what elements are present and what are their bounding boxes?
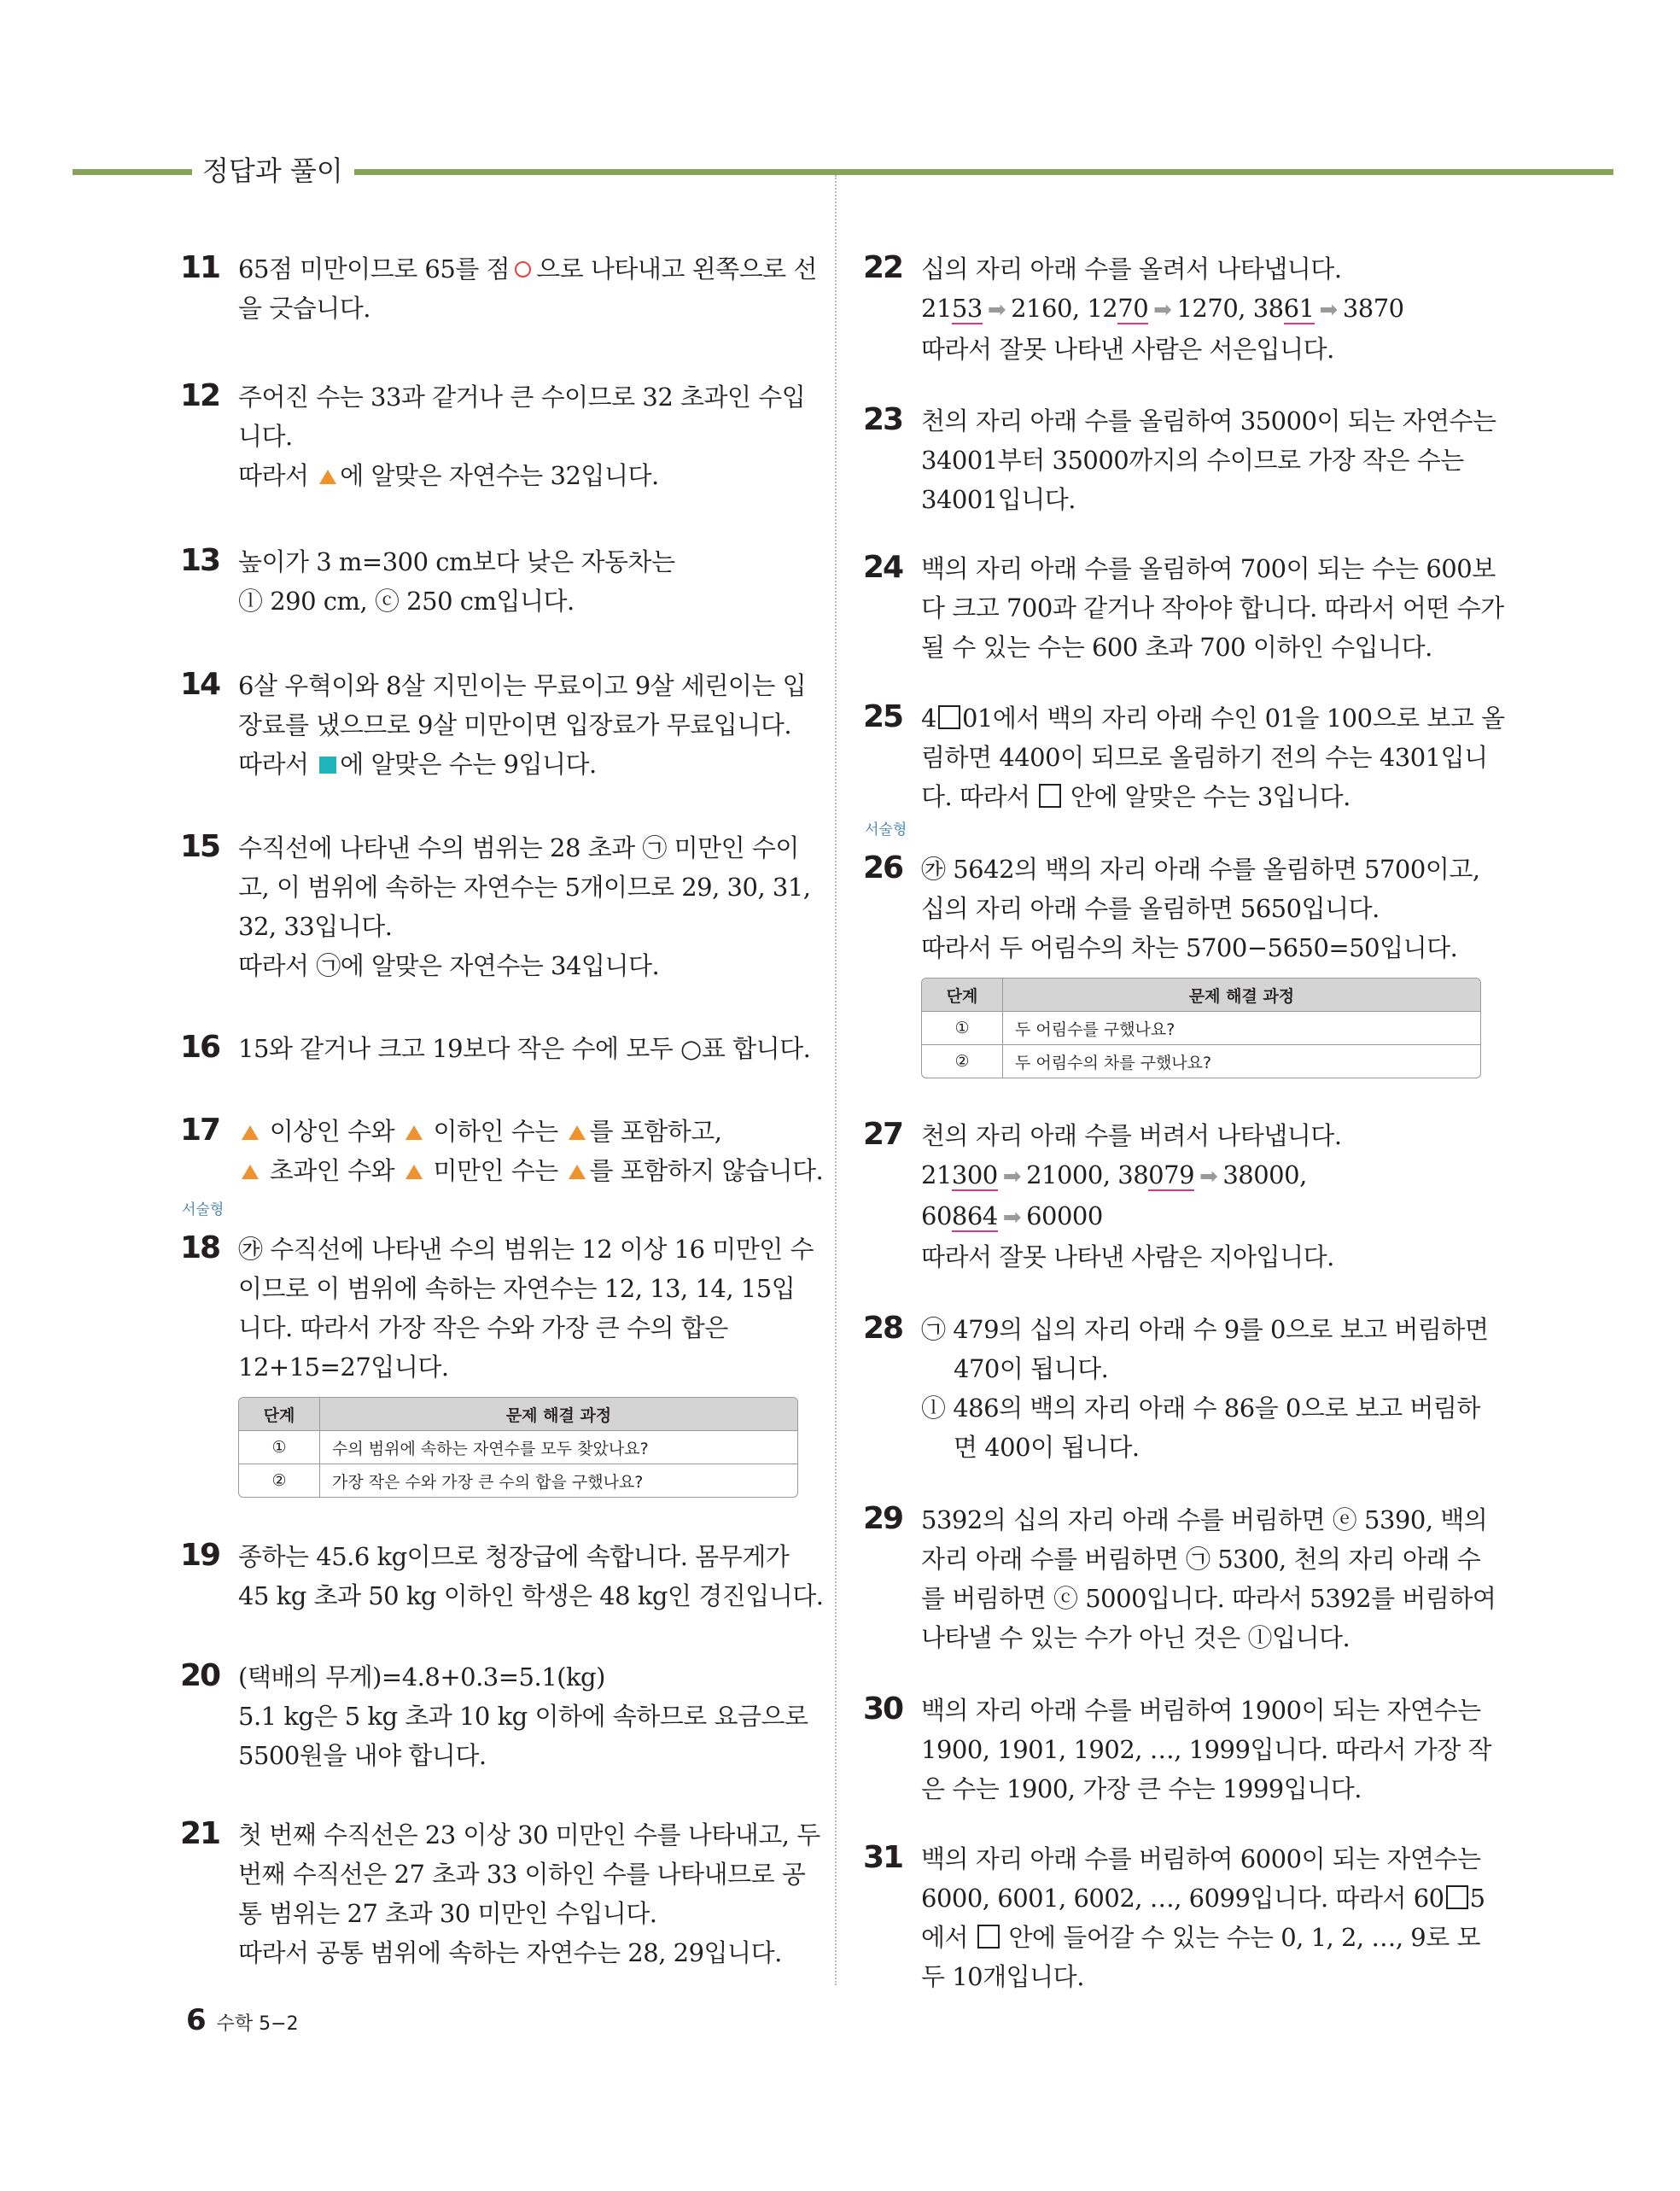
text: 종하는 45.6 kg이므로 청장급에 속합니다. 몸무게가 [238,1542,790,1571]
problem-number: 25 [863,699,903,734]
text: 백의 자리 아래 수를 올림하여 700이 되는 수는 600보 [921,554,1496,583]
problem-text [921,1839,1485,1996]
problem-text [238,666,807,784]
blank-box-icon [1446,1885,1468,1909]
table-header-step: 단계 [922,979,1003,1011]
text: 이상인 수와 [269,1117,395,1146]
triangle-icon [242,1125,259,1140]
text-cell: 두 어림수를 구했나요? [1003,1011,1480,1044]
problem-text [238,542,798,621]
text: 38079 [1117,1160,1195,1189]
text: 첫 번째 수직선은 23 이상 30 미만인 수를 나타내고, 두 [238,1820,820,1849]
problem-text [921,698,1505,816]
text: ㉮ 5642의 백의 자리 아래 수를 올림하면 5700이고, [921,855,1480,884]
header-rule-left [73,169,192,175]
problem-text [921,1500,1496,1657]
problem-number: 31 [863,1840,903,1875]
problem-text [238,1230,814,1387]
text: 15와 같거나 크고 19보다 작은 수에 모두 ○표 합니다. [238,1034,811,1063]
text: ㉠ 479의 십의 자리 아래 수 9를 0으로 보고 버림하면 [921,1315,1489,1344]
text: 470이 됩니다. [954,1354,1109,1383]
text: 높이가 3 m=300 cm보다 낮은 자동차는 [238,547,675,576]
text: 5500원을 내야 합니다. [238,1741,487,1770]
problem-number: 19 [180,1538,220,1573]
text: 5.1 kg은 5 kg 초과 10 kg 이하에 속하므로 요금으로 [238,1702,808,1731]
step-cell: ② [239,1464,320,1497]
text: 에 알맞은 수는 9입니다. [340,750,597,779]
problem-number: 17 [180,1113,220,1148]
text: 2153 [921,294,983,323]
problem-text [238,1112,824,1190]
text: 십의 자리 아래 수를 올림하면 5650입니다. [921,894,1380,923]
text: 에 알맞은 자연수는 32입니다. [340,461,659,490]
problem-number: 24 [863,550,903,585]
text: 안에 알맞은 수는 3입니다. [1070,782,1350,811]
problem-text [921,249,1481,369]
step-cell: ② [922,1044,1003,1078]
text: 5 [1469,1884,1485,1913]
book-title: 수학 5−2 [216,2013,299,2035]
grading-table [921,978,1481,1078]
text: 십의 자리 아래 수를 올려서 나타냅니다. [921,254,1342,283]
text: 38000, [1222,1160,1307,1189]
problem-text [238,1815,820,1972]
problem-number: 27 [863,1117,903,1152]
text: 될 수 있는 수는 600 초과 700 이하인 수입니다. [921,633,1432,662]
text: 따라서 공통 범위에 속하는 자연수는 28, 29입니다. [238,1938,782,1967]
table-header-process: 문제 해결 과정 [320,1398,797,1430]
text: 6살 우혁이와 8살 지민이는 무료이고 9살 세린이는 입 [238,671,807,700]
table-row [239,1464,797,1497]
problem-number: 15 [180,829,220,864]
text: 6000, 6001, 6002, …, 6099입니다. 따라서 60 [921,1884,1444,1913]
arrow-right-icon: ➡ [1002,1205,1022,1230]
problem-number: 18 [180,1230,220,1265]
text: 21000, [1026,1160,1118,1189]
text: 수직선에 나타낸 수의 범위는 28 초과 ㉠ 미만인 수이 [238,833,799,862]
text: 를 포함하지 않습니다. [589,1156,824,1185]
blank-box-icon [1039,784,1061,808]
text: 안에 들어갈 수 있는 수는 0, 1, 2, …, 9로 모 [1008,1923,1480,1952]
arrow-right-icon: ➡ [987,297,1006,323]
text: 에서 [921,1923,969,1952]
text: 은 수는 1900, 가장 큰 수는 1999입니다. [921,1774,1362,1803]
text: 고, 이 범위에 속하는 자연수는 5개이므로 29, 30, 31, [238,873,811,902]
text: 나타낼 수 있는 수가 아닌 것은 ⓛ입니다. [921,1623,1350,1652]
problem-text [921,549,1504,667]
triangle-icon [569,1165,586,1179]
problem-text [238,249,817,328]
text: 4 [921,704,936,733]
open-circle-icon [515,261,531,278]
problem-number: 22 [863,250,903,285]
text: 주어진 수는 33과 같거나 큰 수이므로 32 초과인 수입 [238,383,806,412]
problem-text [921,401,1496,519]
triangle-icon [319,470,336,484]
problem-text [238,1657,808,1775]
text: (택배의 무게)=4.8+0.3=5.1(kg) [238,1662,605,1691]
text: 2160, [1011,294,1088,323]
text: ⓛ 290 cm, ⓒ 250 cm입니다. [238,587,575,616]
problem-text [921,850,1481,967]
problem-text [921,1691,1491,1808]
blank-box-icon [938,705,960,729]
problem-number: 13 [180,543,220,578]
arrow-right-icon: ➡ [1199,1164,1218,1189]
table-row [239,1430,797,1464]
problem-text [238,828,811,985]
problem-text [238,1537,824,1615]
step-cell: ① [922,1011,1003,1044]
text: 장료를 냈으므로 9살 미만이면 입장료가 무료입니다. [238,710,792,739]
square-icon [319,757,336,774]
table-header-step: 단계 [239,1398,320,1430]
text: 니다. [238,422,293,451]
text: 45 kg 초과 50 kg 이하인 학생은 48 kg인 경진입니다. [238,1581,824,1610]
text: 백의 자리 아래 수를 버림하여 6000이 되는 자연수는 [921,1844,1481,1873]
text: 34001부터 35000까지의 수이므로 가장 작은 수는 [921,446,1464,475]
text: 이므로 이 범위에 속하는 자연수는 12, 13, 14, 15입 [238,1274,796,1303]
text: 3870 [1342,294,1404,323]
text: 1900, 1901, 1902, …, 1999입니다. 따라서 가장 작 [921,1735,1491,1764]
text: 으로 나타내고 왼쪽으로 선 [536,254,817,283]
text: 따라서 [238,750,309,779]
triangle-icon [405,1125,423,1140]
step-cell: ① [239,1430,320,1464]
header-rule-right [354,169,1613,175]
page-number: 6 [186,2003,207,2037]
text: 3861 [1252,294,1315,323]
table-row [922,1044,1480,1078]
text: 21300 [921,1160,998,1189]
blank-box-icon [977,1925,1000,1949]
text: 34001입니다. [921,485,1076,514]
text: ㉮ 수직선에 나타낸 수의 범위는 12 이상 16 미만인 수 [238,1235,814,1264]
text: 따라서 ㉠에 알맞은 자연수는 34입니다. [238,951,660,980]
problem-text [238,377,806,495]
table-row [922,1011,1480,1044]
problem-number: 26 [863,850,903,885]
problem-number: 21 [180,1816,220,1851]
text: 5392의 십의 자리 아래 수를 버림하면 ⓔ 5390, 백의 [921,1505,1488,1534]
essay-tag: 서술형 [182,1201,225,1218]
triangle-icon [569,1125,586,1140]
text: 다 크고 700과 같거나 작아야 합니다. 따라서 어떤 수가 [921,593,1504,622]
text: 두 10개입니다. [921,1962,1084,1991]
column-divider [835,175,837,1985]
problem-text [921,1116,1481,1277]
text: 따라서 잘못 나타낸 사람은 지아입니다. [921,1242,1334,1271]
text: 01에서 백의 자리 아래 수인 01을 100으로 보고 올 [961,704,1505,733]
arrow-right-icon: ➡ [1319,297,1338,323]
text-cell: 두 어림수의 차를 구했나요? [1003,1044,1480,1078]
text: 니다. 따라서 가장 작은 수와 가장 큰 수의 합은 [238,1313,728,1342]
text: 32, 33입니다. [238,912,393,941]
text: 따라서 두 어림수의 차는 5700−5650=50입니다. [921,933,1458,962]
text: 12+15=27입니다. [238,1353,449,1382]
triangle-icon [242,1165,259,1179]
text: 통 범위는 27 초과 30 미만인 수입니다. [238,1899,657,1928]
problem-number: 12 [180,378,220,413]
problem-text [921,1310,1489,1467]
text: 따라서 [238,461,309,490]
text: 를 포함하고, [589,1117,722,1146]
triangle-icon [405,1165,423,1179]
problem-number: 20 [180,1658,220,1693]
problem-text [238,1029,811,1068]
text: 미만인 수는 [433,1156,558,1185]
text: 천의 자리 아래 수를 올림하여 35000이 되는 자연수는 [921,406,1496,435]
text: ⓛ 486의 백의 자리 아래 수 86을 0으로 보고 버림하 [921,1393,1480,1423]
text: 백의 자리 아래 수를 버림하여 1900이 되는 자연수는 [921,1696,1481,1725]
text: 이하인 수는 [433,1117,558,1146]
text: 다. 따라서 [921,782,1030,811]
text: 면 400이 됩니다. [954,1433,1140,1462]
arrow-right-icon: ➡ [1002,1164,1022,1189]
text: 1270 [1087,294,1149,323]
text: 림하면 4400이 되므로 올림하기 전의 수는 4301입니 [921,743,1488,772]
text: 65점 미만이므로 65를 점 [238,254,510,283]
page-footer [186,2003,299,2037]
problem-number: 28 [863,1311,903,1346]
text: 60000 [1026,1201,1103,1230]
problem-number: 11 [180,250,220,285]
text: 천의 자리 아래 수를 버려서 나타냅니다. [921,1121,1342,1150]
text: 60864 [921,1201,998,1230]
problem-number: 29 [863,1501,903,1536]
arrow-right-icon: ➡ [1153,297,1172,323]
essay-tag: 서술형 [865,821,907,838]
text: 따라서 잘못 나타낸 사람은 서은입니다. [921,335,1334,364]
text-cell: 가장 작은 수와 가장 큰 수의 합을 구했나요? [320,1464,797,1497]
grading-table [238,1397,798,1498]
text: 자리 아래 수를 버림하면 ㉠ 5300, 천의 자리 아래 수 [921,1545,1481,1574]
page-title: 정답과 풀이 [202,155,343,187]
text: 1270, [1176,294,1253,323]
text: 초과인 수와 [269,1156,395,1185]
table-header-process: 문제 해결 과정 [1003,979,1480,1011]
problem-number: 14 [180,667,220,702]
text-cell: 수의 범위에 속하는 자연수를 모두 찾았나요? [320,1430,797,1464]
problem-number: 16 [180,1030,220,1065]
text: 번째 수직선은 27 초과 33 이하인 수를 나타내므로 공 [238,1860,806,1889]
problem-number: 30 [863,1691,903,1727]
problem-number: 23 [863,402,903,437]
text: 를 버림하면 ⓒ 5000입니다. 따라서 5392를 버림하여 [921,1584,1496,1613]
text: 을 긋습니다. [238,294,371,323]
section-header [73,150,1613,191]
